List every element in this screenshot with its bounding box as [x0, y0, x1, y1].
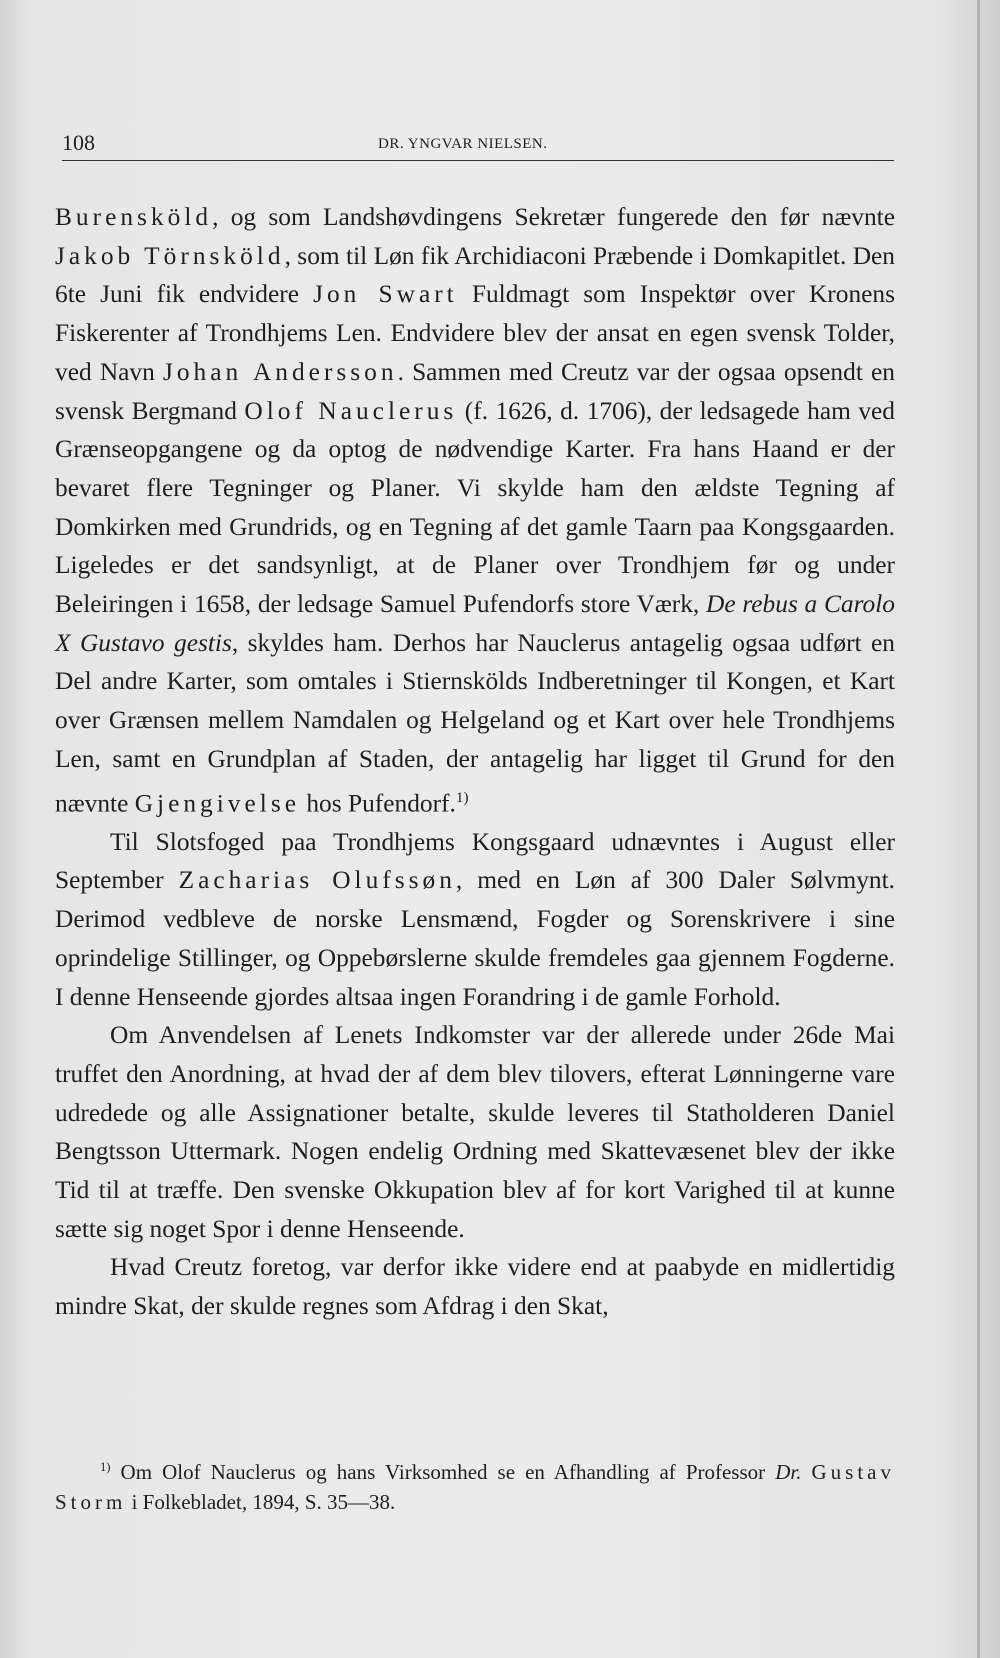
- text-run: Om Anvendelsen af Lenets Indkomster var der allerede under 26de Mai truffet den Anordning, at hvad der af dem blev tilovers, efterat Lønningerne vare udredede og alle Assignationer betalte, skulde leveres til Statholderen Daniel Bengtsson Uttermark. Nogen endelig Ordning med Skattevæsenet blev der ikke Tid til at træffe. Den svenske Okkupation blev af for kort Varighed til at kunne sætte sig noget Spor i denne Henseende.: [55, 1021, 895, 1243]
- text-run: , og som Landshøvdingens Sekretær fungerede den før nævnte: [212, 203, 895, 231]
- text-spaced: Johan Andersson: [162, 357, 398, 386]
- text-run: , som til Løn fik Archidiaconi Præbende i Domkapitlet. Den 6te Juni fik endvidere: [55, 241, 895, 309]
- text-sup: 1): [455, 788, 469, 806]
- text-spaced: Gjengivelse: [134, 789, 300, 818]
- page-gutter-shadow: [977, 0, 980, 1658]
- text-sup: 1): [100, 1460, 111, 1474]
- text-run: hos Pufendorf.: [299, 789, 456, 818]
- page-header: [62, 130, 892, 160]
- text-run: . Sammen med Creutz var der ogsaa opsendt en svensk Bergmand: [55, 357, 895, 425]
- running-head: DR. YNGVAR NIELSEN.: [378, 136, 548, 152]
- page-number: 108: [62, 130, 95, 155]
- text-spaced: Zacharias Olufssøn: [178, 866, 456, 895]
- text-run: i Folkebladet, 1894, S. 35—38.: [126, 1490, 396, 1514]
- footnotes: [55, 1452, 895, 1517]
- text-run: Hvad Creutz foretog, var derfor ikke videre end at paabyde en midlertidig mindre Skat, der skulde regnes som Afdrag i den Skat,: [55, 1253, 895, 1321]
- text-run: (f. 1626, d. 1706), der ledsagede ham ved Grænseopgangene og da optog de nødvendige Karter. Fra hans Haand er der bevaret flere Tegninger og Planer. Vi skylde ham den ældste Tegning af Domkirken med Grundrids, og en Tegning af det gamle Taarn paa Kongsgaarden. Ligeledes er det sandsynligt, at de Planer over Trondhjem før og under Beleiringen i 1658, der ledsage Samuel Pufendorfs store Værk,: [55, 396, 895, 619]
- paragraph: [55, 1016, 895, 1248]
- text-run: Til Slotsfoged paa Trondhjems Kongsgaard udnævntes i August eller September: [55, 827, 895, 895]
- text-spaced: Burensköld: [55, 203, 213, 231]
- text-run: [801, 1460, 811, 1484]
- paragraph: [55, 1248, 895, 1325]
- text-spaced: Jon Swart: [313, 280, 458, 309]
- text-spaced: Jakob Törnsköld: [55, 241, 285, 270]
- paragraph: [55, 823, 895, 1017]
- text-run: , med en Løn af 300 Daler Sølvmynt. Derimod vedbleve de norske Lensmænd, Fogder og Sorenskrivere i sine oprindelige Stillinger, og Oppebørslerne skulde fremdeles gaa gjennem Fogderne. I denne Henseende gjordes altsaa ingen Forandring i de gamle Forhold.: [55, 866, 895, 1011]
- text-run: Om Olof Nauclerus og hans Virksomhed se en Afhandling af Professor: [110, 1460, 776, 1484]
- footnote: [55, 1452, 895, 1517]
- header-rule: [62, 160, 894, 161]
- body-text: [55, 198, 895, 1326]
- text-run: , skyldes ham. Derhos har Nauclerus antagelig ogsaa udført en Del andre Karter, som omtales i Stiernskölds Indberetninger til Kongen, et Kart over Grænsen mellem Namdalen og Helgeland og et Kart over hele Trondhjems Len, samt en Grundplan af Staden, der antagelig har ligget til Grund for den nævnte: [55, 628, 895, 818]
- text-italic: Dr.: [775, 1460, 802, 1484]
- text-spaced: Gustav Storm: [55, 1460, 895, 1514]
- text-run: Fuldmagt som Inspektør over Kronens Fiskerenter af Trondhjems Len. Endvidere blev der ansat en egen svensk Tolder, ved Navn: [55, 280, 895, 386]
- text-italic: De rebus a Carolo X Gustavo gestis: [55, 590, 896, 657]
- text-spaced: Olof Nauclerus: [244, 396, 458, 425]
- paragraph: [55, 198, 895, 823]
